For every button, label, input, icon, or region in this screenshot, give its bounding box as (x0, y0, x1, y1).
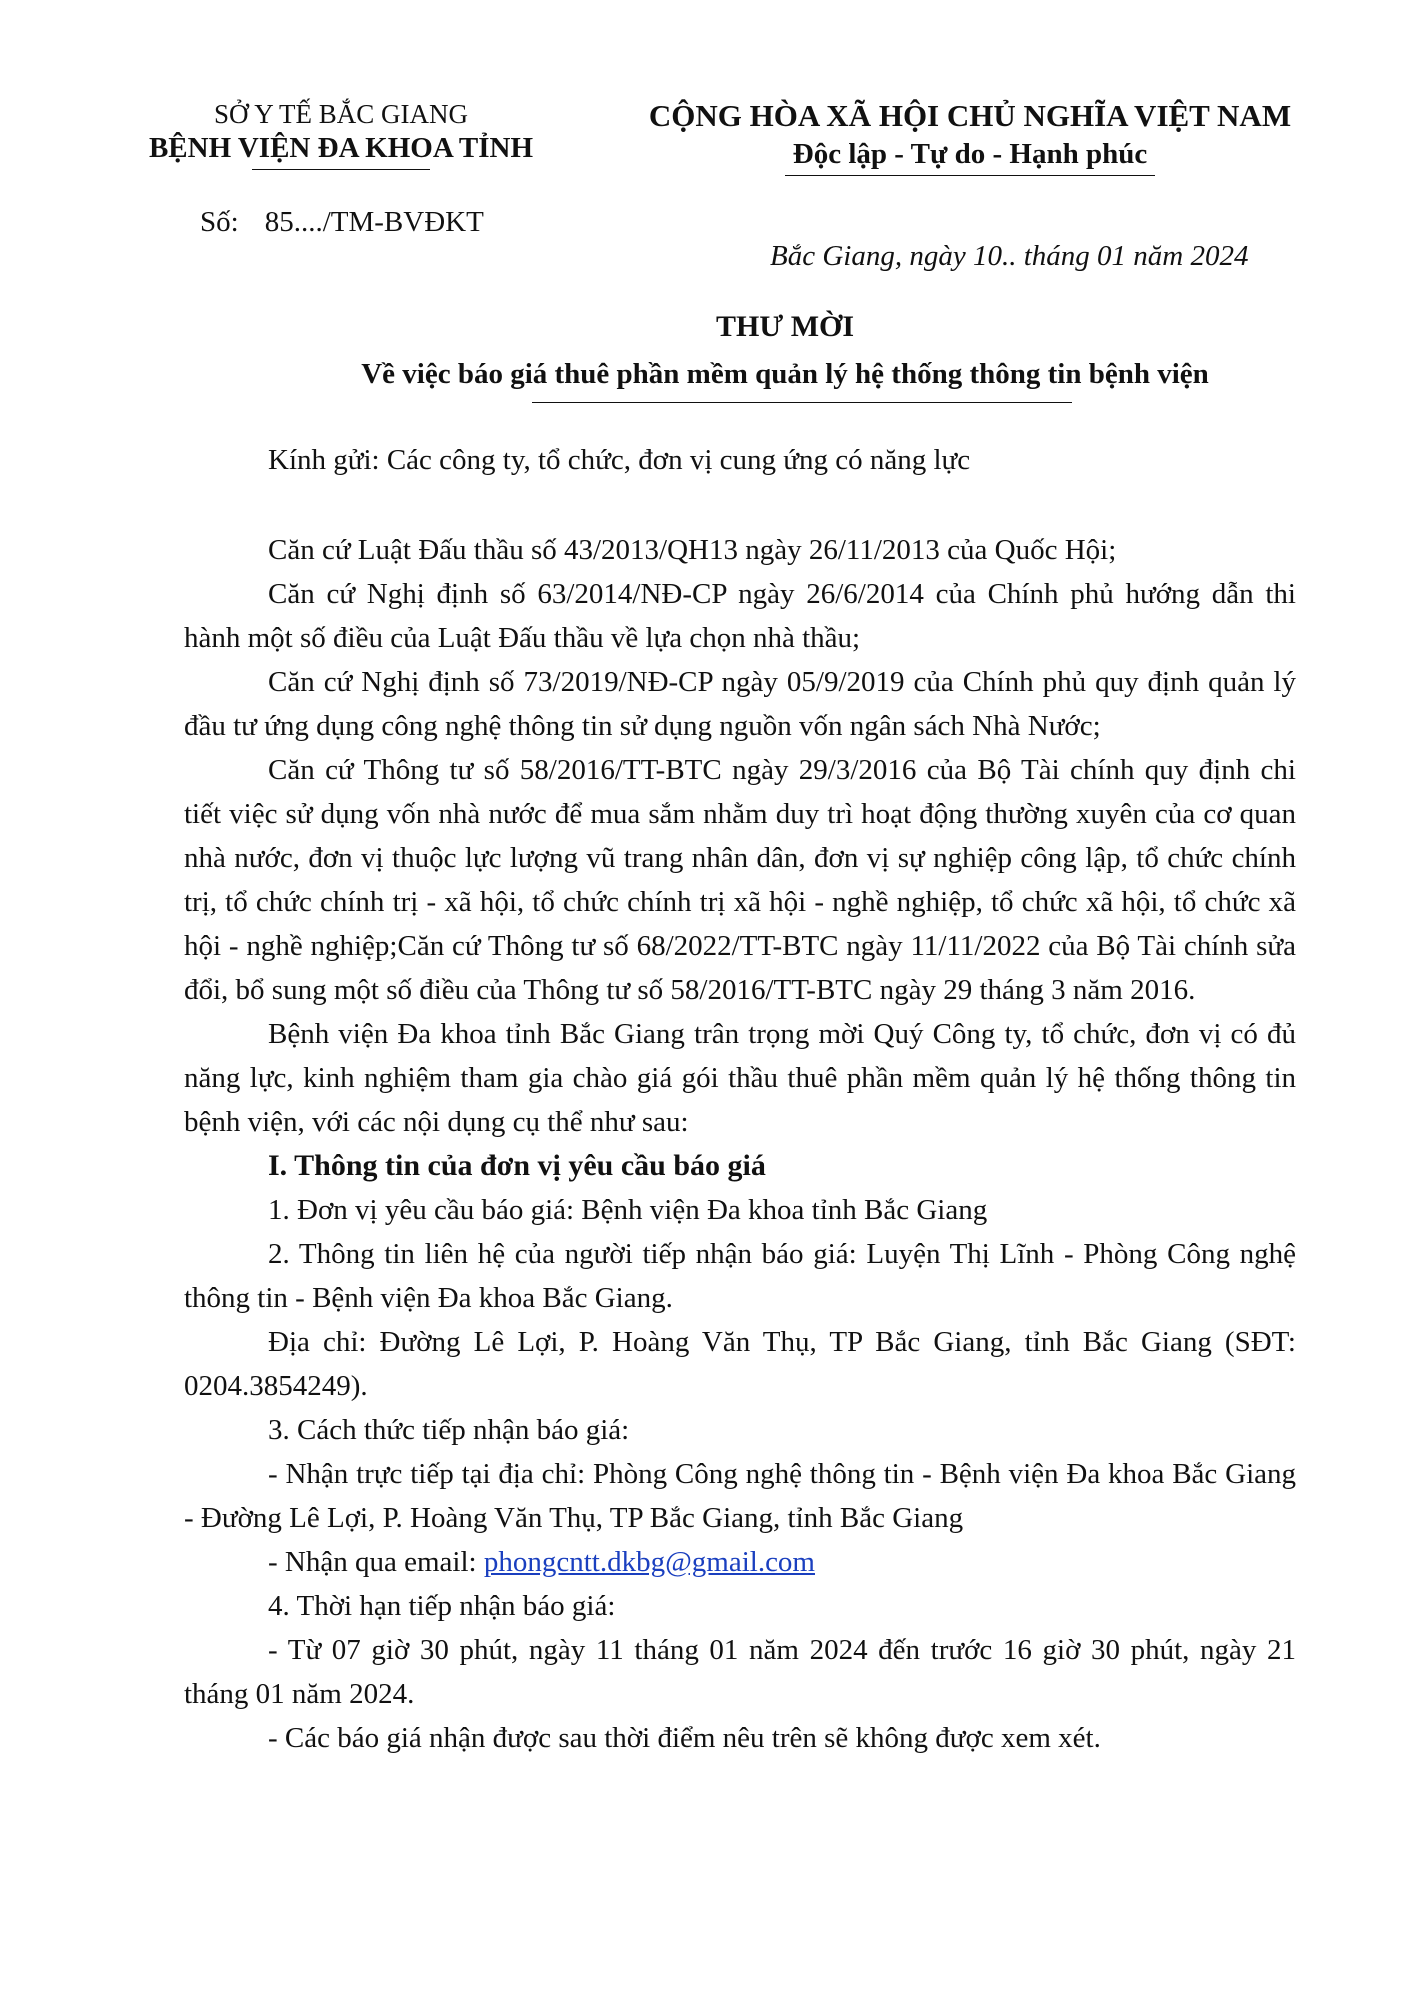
issuing-unit: BỆNH VIỆN ĐA KHOA TỈNH (148, 132, 534, 164)
legal-basis-paragraph: Căn cứ Nghị định số 73/2019/NĐ-CP ngày 05/9/2019 của Chính phủ quy định quản lý đầu tư ứng dụng công nghệ thông tin sử dụng nguồn vốn ngân sách Nhà Nước; (184, 666, 1296, 742)
motto-underline (785, 175, 1155, 176)
document-number (200, 206, 484, 239)
list-item: 2. Thông tin liên hệ của người tiếp nhận báo giá: Luyện Thị Lĩnh - Phòng Công nghệ thông tin - Bệnh viện Đa khoa Bắc Giang. (184, 1238, 1296, 1314)
document-number-label: Số: (200, 206, 239, 238)
list-item: - Từ 07 giờ 30 phút, ngày 11 tháng 01 năm 2024 đến trước 16 giờ 30 phút, ngày 21 tháng 01 năm 2024. (184, 1634, 1296, 1710)
document-body (184, 528, 1296, 1760)
motto: Độc lập - Tự do - Hạnh phúc (792, 138, 1148, 170)
email-link[interactable]: phongcntt.dkbg@gmail.com (483, 1546, 815, 1578)
salutation: Kính gửi: Các công ty, tổ chức, đơn vị cung ứng có năng lực (268, 444, 971, 476)
issuer-block (118, 98, 564, 170)
list-item: - Các báo giá nhận được sau thời điểm nêu trên sẽ không được xem xét. (268, 1722, 1101, 1754)
list-item: - Nhận trực tiếp tại địa chỉ: Phòng Công nghệ thông tin - Bệnh viện Đa khoa Bắc Giang - Đường Lê Lợi, P. Hoàng Văn Thụ, TP Bắc Giang, tỉnh Bắc Giang (184, 1458, 1296, 1534)
legal-basis-paragraph: Căn cứ Thông tư số 58/2016/TT-BTC ngày 29/3/2016 của Bộ Tài chính quy định chi tiết việc sử dụng vốn nhà nước để mua sắm nhằm duy trì hoạt động thường xuyên của cơ quan nhà nước, đơn vị thuộc lực lượng vũ trang nhân dân, đơn vị sự nghiệp công lập, tổ chức chính trị, tổ chức chính trị - xã hội, tổ chức chính trị xã hội - nghề nghiệp, tổ chức xã hội, tổ chức xã hội - nghề nghiệp;Căn cứ Thông tư số 68/2022/TT-BTC ngày 11/11/2022 của Bộ Tài chính sửa đổi, bổ sung một số điều của Thông tư số 58/2016/TT-BTC ngày 29 tháng 3 năm 2016. (184, 754, 1296, 1006)
document-number-value: 85..../TM-BVĐKT (264, 206, 484, 238)
invitation-paragraph: Bệnh viện Đa khoa tỉnh Bắc Giang trân trọng mời Quý Công ty, tổ chức, đơn vị có đủ năng lực, kinh nghiệm tham gia chào giá gói thầu thuê phần mềm quản lý hệ thống thông tin bệnh viện, với các nội dụng cụ thể như sau: (184, 1018, 1296, 1138)
list-item: 4. Thời hạn tiếp nhận báo giá: (268, 1590, 616, 1622)
subject-underline (532, 402, 1072, 403)
legal-basis-paragraph: Căn cứ Luật Đấu thầu số 43/2013/QH13 ngày 26/11/2013 của Quốc Hội; (268, 534, 1117, 566)
list-item: 1. Đơn vị yêu cầu báo giá: Bệnh viện Đa khoa tỉnh Bắc Giang (268, 1194, 988, 1226)
list-item: 3. Cách thức tiếp nhận báo giá: (268, 1414, 630, 1446)
email-label: - Nhận qua email: (268, 1546, 484, 1578)
dateline: Bắc Giang, ngày 10.. tháng 01 năm 2024 (770, 240, 1249, 272)
issuing-agency: SỞ Y TẾ BẮC GIANG (213, 99, 468, 129)
document-subject: Về việc báo giá thuê phần mềm quản lý hệ thống thông tin bệnh viện (361, 358, 1209, 390)
address-line: Địa chỉ: Đường Lê Lợi, P. Hoàng Văn Thụ, TP Bắc Giang, tỉnh Bắc Giang (SĐT: 0204.3854249). (184, 1326, 1296, 1402)
list-item (184, 1540, 1296, 1584)
national-motto-block (620, 96, 1320, 176)
legal-basis-paragraph: Căn cứ Nghị định số 63/2014/NĐ-CP ngày 26/6/2014 của Chính phủ hướng dẫn thi hành một số điều của Luật Đấu thầu về lựa chọn nhà thầu; (184, 578, 1296, 654)
nation-title: CỘNG HÒA XÃ HỘI CHỦ NGHĨA VIỆT NAM (648, 98, 1292, 133)
section-heading: I. Thông tin của đơn vị yêu cầu báo giá (268, 1149, 766, 1182)
issuer-underline (252, 169, 430, 170)
document-title: THƯ MỜI (715, 310, 855, 343)
